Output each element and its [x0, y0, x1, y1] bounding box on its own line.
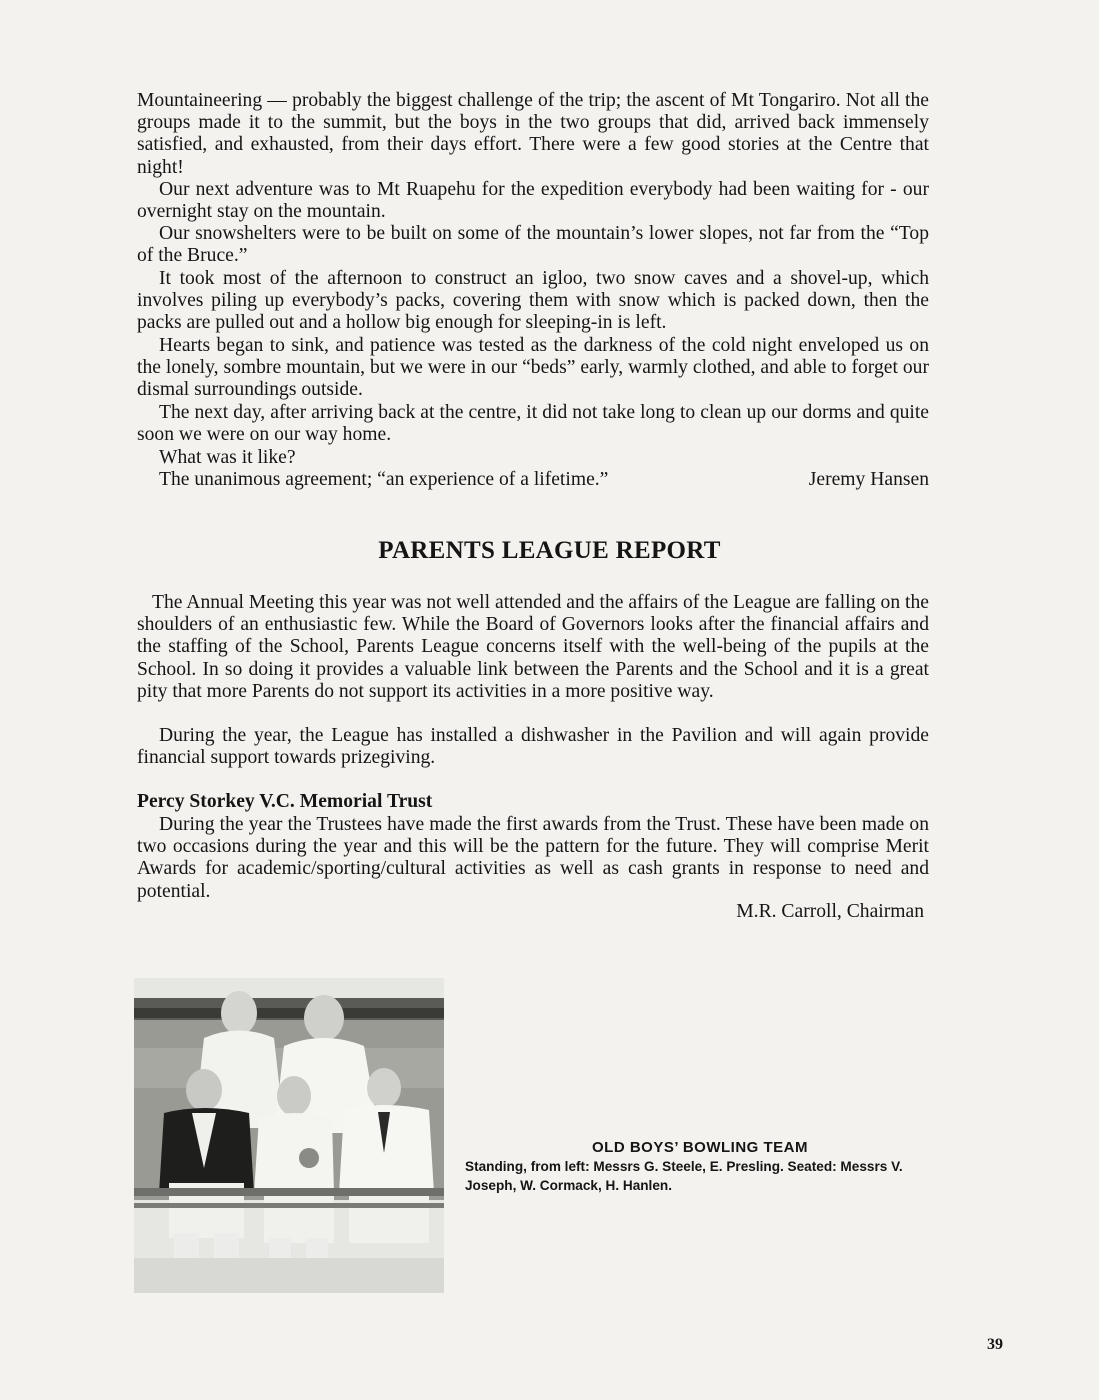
closing-quote: The unanimous agreement; “an experience of a lifetime.”: [159, 469, 609, 490]
photo-caption: [465, 1138, 935, 1195]
paragraph-mountaineering: Mountaineering — probably the biggest challenge of the trip; the ascent of Mt Tongariro. Not all the groups made it to the summit, but the boys in the two groups that did, arrived back immensely satisfied, and exhausted, from their days effort. There were a few good stories at the Centre that night!: [137, 90, 929, 178]
paragraph-night: Hearts began to sink, and patience was tested as the darkness of the cold night enveloped us on the lonely, sombre mountain, but we were in our “beds” early, warmly clothed, and able to forget our dismal surroundings outside.: [137, 335, 929, 401]
caption-title: OLD BOYS’ BOWLING TEAM: [592, 1139, 808, 1156]
paragraph-ruapehu: Our next adventure was to Mt Ruapehu for the expedition everybody had been waiting for - our overnight stay on the mountain.: [137, 179, 929, 223]
team-photo-image: [134, 978, 444, 1293]
paragraph-question: What was it like?: [159, 447, 296, 468]
chairman-signature: M.R. Carroll, Chairman: [736, 901, 924, 922]
paragraph-dishwasher: During the year, the League has installed a dishwasher in the Pavilion and will again provide financial support towards prizegiving.: [137, 725, 929, 769]
closing-line-row: [137, 469, 929, 491]
paragraph-annual-meeting: The Annual Meeting this year was not well attended and the affairs of the League are falling on the shoulders of an enthusiastic few. While the Board of Governors looks after the financial affairs and the staffing of the School, Parents League concerns itself with the well-being of the pupils at the School. In so doing it provides a valuable link between the Parents and the School and it is a great pity that more Parents do not support its activities in a more positive way.: [137, 592, 929, 702]
caption-text: Standing, from left: Messrs G. Steele, E. Presling. Seated: Messrs V. Joseph, W. Cormack, H. Hanlen.: [465, 1159, 903, 1193]
paragraph-igloo: It took most of the afternoon to construct an igloo, two snow caves and a shovel-up, which involves piling up everybody’s packs, covering them with snow which is packed down, then the packs are pulled out and a hollow big enough for sleeping-in is left.: [137, 268, 929, 334]
article-author: Jeremy Hansen: [808, 469, 929, 490]
team-photo: [134, 978, 444, 1293]
page-number: 39: [987, 1336, 1003, 1353]
paragraph-trust: During the year the Trustees have made the first awards from the Trust. These have been made on two occasions during the year and this will be the pattern for the future. They will comprise Merit Awards for academic/sporting/cultural activities as well as cash grants in response to need and potential.: [137, 814, 929, 902]
paragraph-snowshelters: Our snowshelters were to be built on some of the mountain’s lower slopes, not far from the “Top of the Bruce.”: [137, 223, 929, 267]
paragraph-next-day: The next day, after arriving back at the centre, it did not take long to clean up our dorms and quite soon we were on our way home.: [137, 402, 929, 446]
trust-heading: Percy Storkey V.C. Memorial Trust: [137, 791, 433, 812]
section-title: PARENTS LEAGUE REPORT: [378, 537, 721, 564]
